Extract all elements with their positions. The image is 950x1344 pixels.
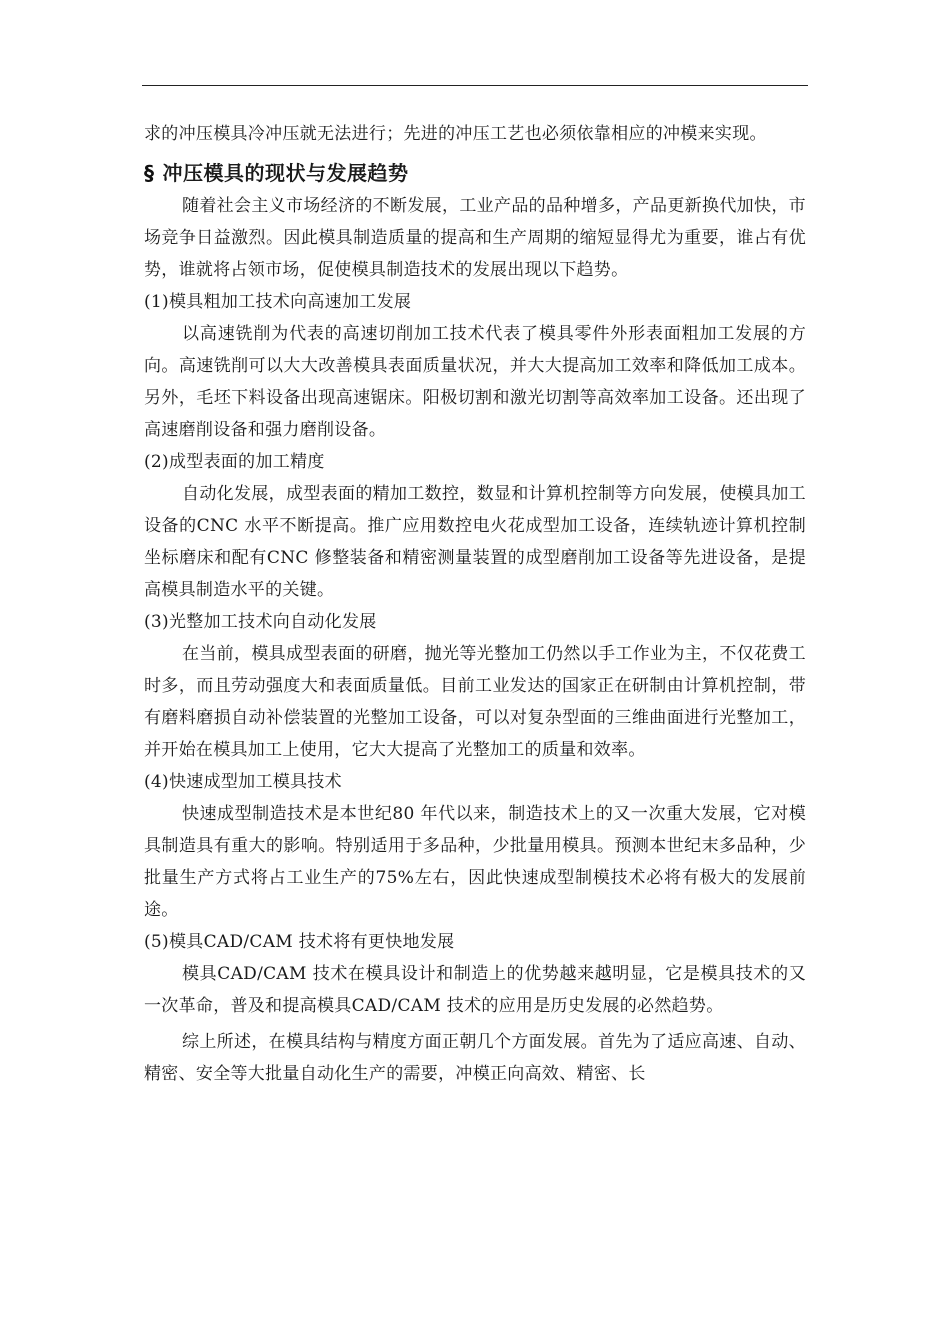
subsection-3-body: 在当前，模具成型表面的研磨，抛光等光整加工仍然以手工作业为主，不仅花费工时多，而且劳动强度大和表面质量低。目前工业发达的国家正在研制由计算机控制，带有磨料磨损自动补偿装置的光整加工设备，可以对复杂型面的三维曲面进行光整加工，并开始在模具加工上使用，它大大提高了光整加工的质量和效率。 <box>144 644 806 760</box>
subsection-1-body: 以高速铣削为代表的高速切削加工技术代表了模具零件外形表面粗加工发展的方向。高速铣削可以大大改善模具表面质量状况，并大大提高加工效率和降低加工成本。另外，毛坯下料设备出现高速锯床。阳极切割和激光切割等高效率加工设备。还出现了高速磨削设备和强力磨削设备。 <box>144 324 806 440</box>
document-body <box>144 118 806 1090</box>
summary-paragraph: 综上所述，在模具结构与精度方面正朝几个方面发展。首先为了适应高速、自动、精密、安全等大批量自动化生产的需要，冲模正向高效、精密、长 <box>144 1032 806 1084</box>
section-title: 冲压模具的现状与发展趋势 <box>162 161 409 185</box>
trend-intro-paragraph: 随着社会主义市场经济的不断发展，工业产品的品种增多，产品更新换代加快，市场竞争日益激烈。因此模具制造质量的提高和生产周期的缩短显得尤为重要，谁占有优势，谁就将占领市场，促使模具制造技术的发展出现以下趋势。 <box>144 196 806 280</box>
subsection-5-title: (5)模具CAD/CAM 技术将有更快地发展 <box>144 932 455 952</box>
subsection-2-title: (2)成型表面的加工精度 <box>144 452 325 472</box>
subsection-3-title: (3)光整加工技术向自动化发展 <box>144 612 377 632</box>
header-rule <box>142 85 808 86</box>
section-heading <box>144 156 806 190</box>
section-marker: § <box>144 161 155 185</box>
subsection-1-title: (1)模具粗加工技术向高速加工发展 <box>144 292 412 312</box>
subsection-2-body: 自动化发展，成型表面的精加工数控，数显和计算机控制等方向发展，使模具加工设备的CNC 水平不断提高。推广应用数控电火花成型加工设备，连续轨迹计算机控制坐标磨床和配有CNC 修整装备和精密测量装置的成型磨削加工设备等先进设备，是提高模具制造水平的关键。 <box>144 484 806 600</box>
intro-paragraph: 求的冲压模具冷冲压就无法进行；先进的冲压工艺也必须依靠相应的冲模来实现。 <box>144 124 767 144</box>
subsection-4-body: 快速成型制造技术是本世纪80 年代以来，制造技术上的又一次重大发展，它对模具制造具有重大的影响。特别适用于多品种，少批量用模具。预测本世纪末多品种，少批量生产方式将占工业生产的75%左右，因此快速成型制模技术必将有极大的发展前途。 <box>144 804 806 920</box>
subsection-5-body: 模具CAD/CAM 技术在模具设计和制造上的优势越来越明显，它是模具技术的又一次革命，普及和提高模具CAD/CAM 技术的应用是历史发展的必然趋势。 <box>144 964 806 1016</box>
subsection-4-title: (4)快速成型加工模具技术 <box>144 772 342 792</box>
